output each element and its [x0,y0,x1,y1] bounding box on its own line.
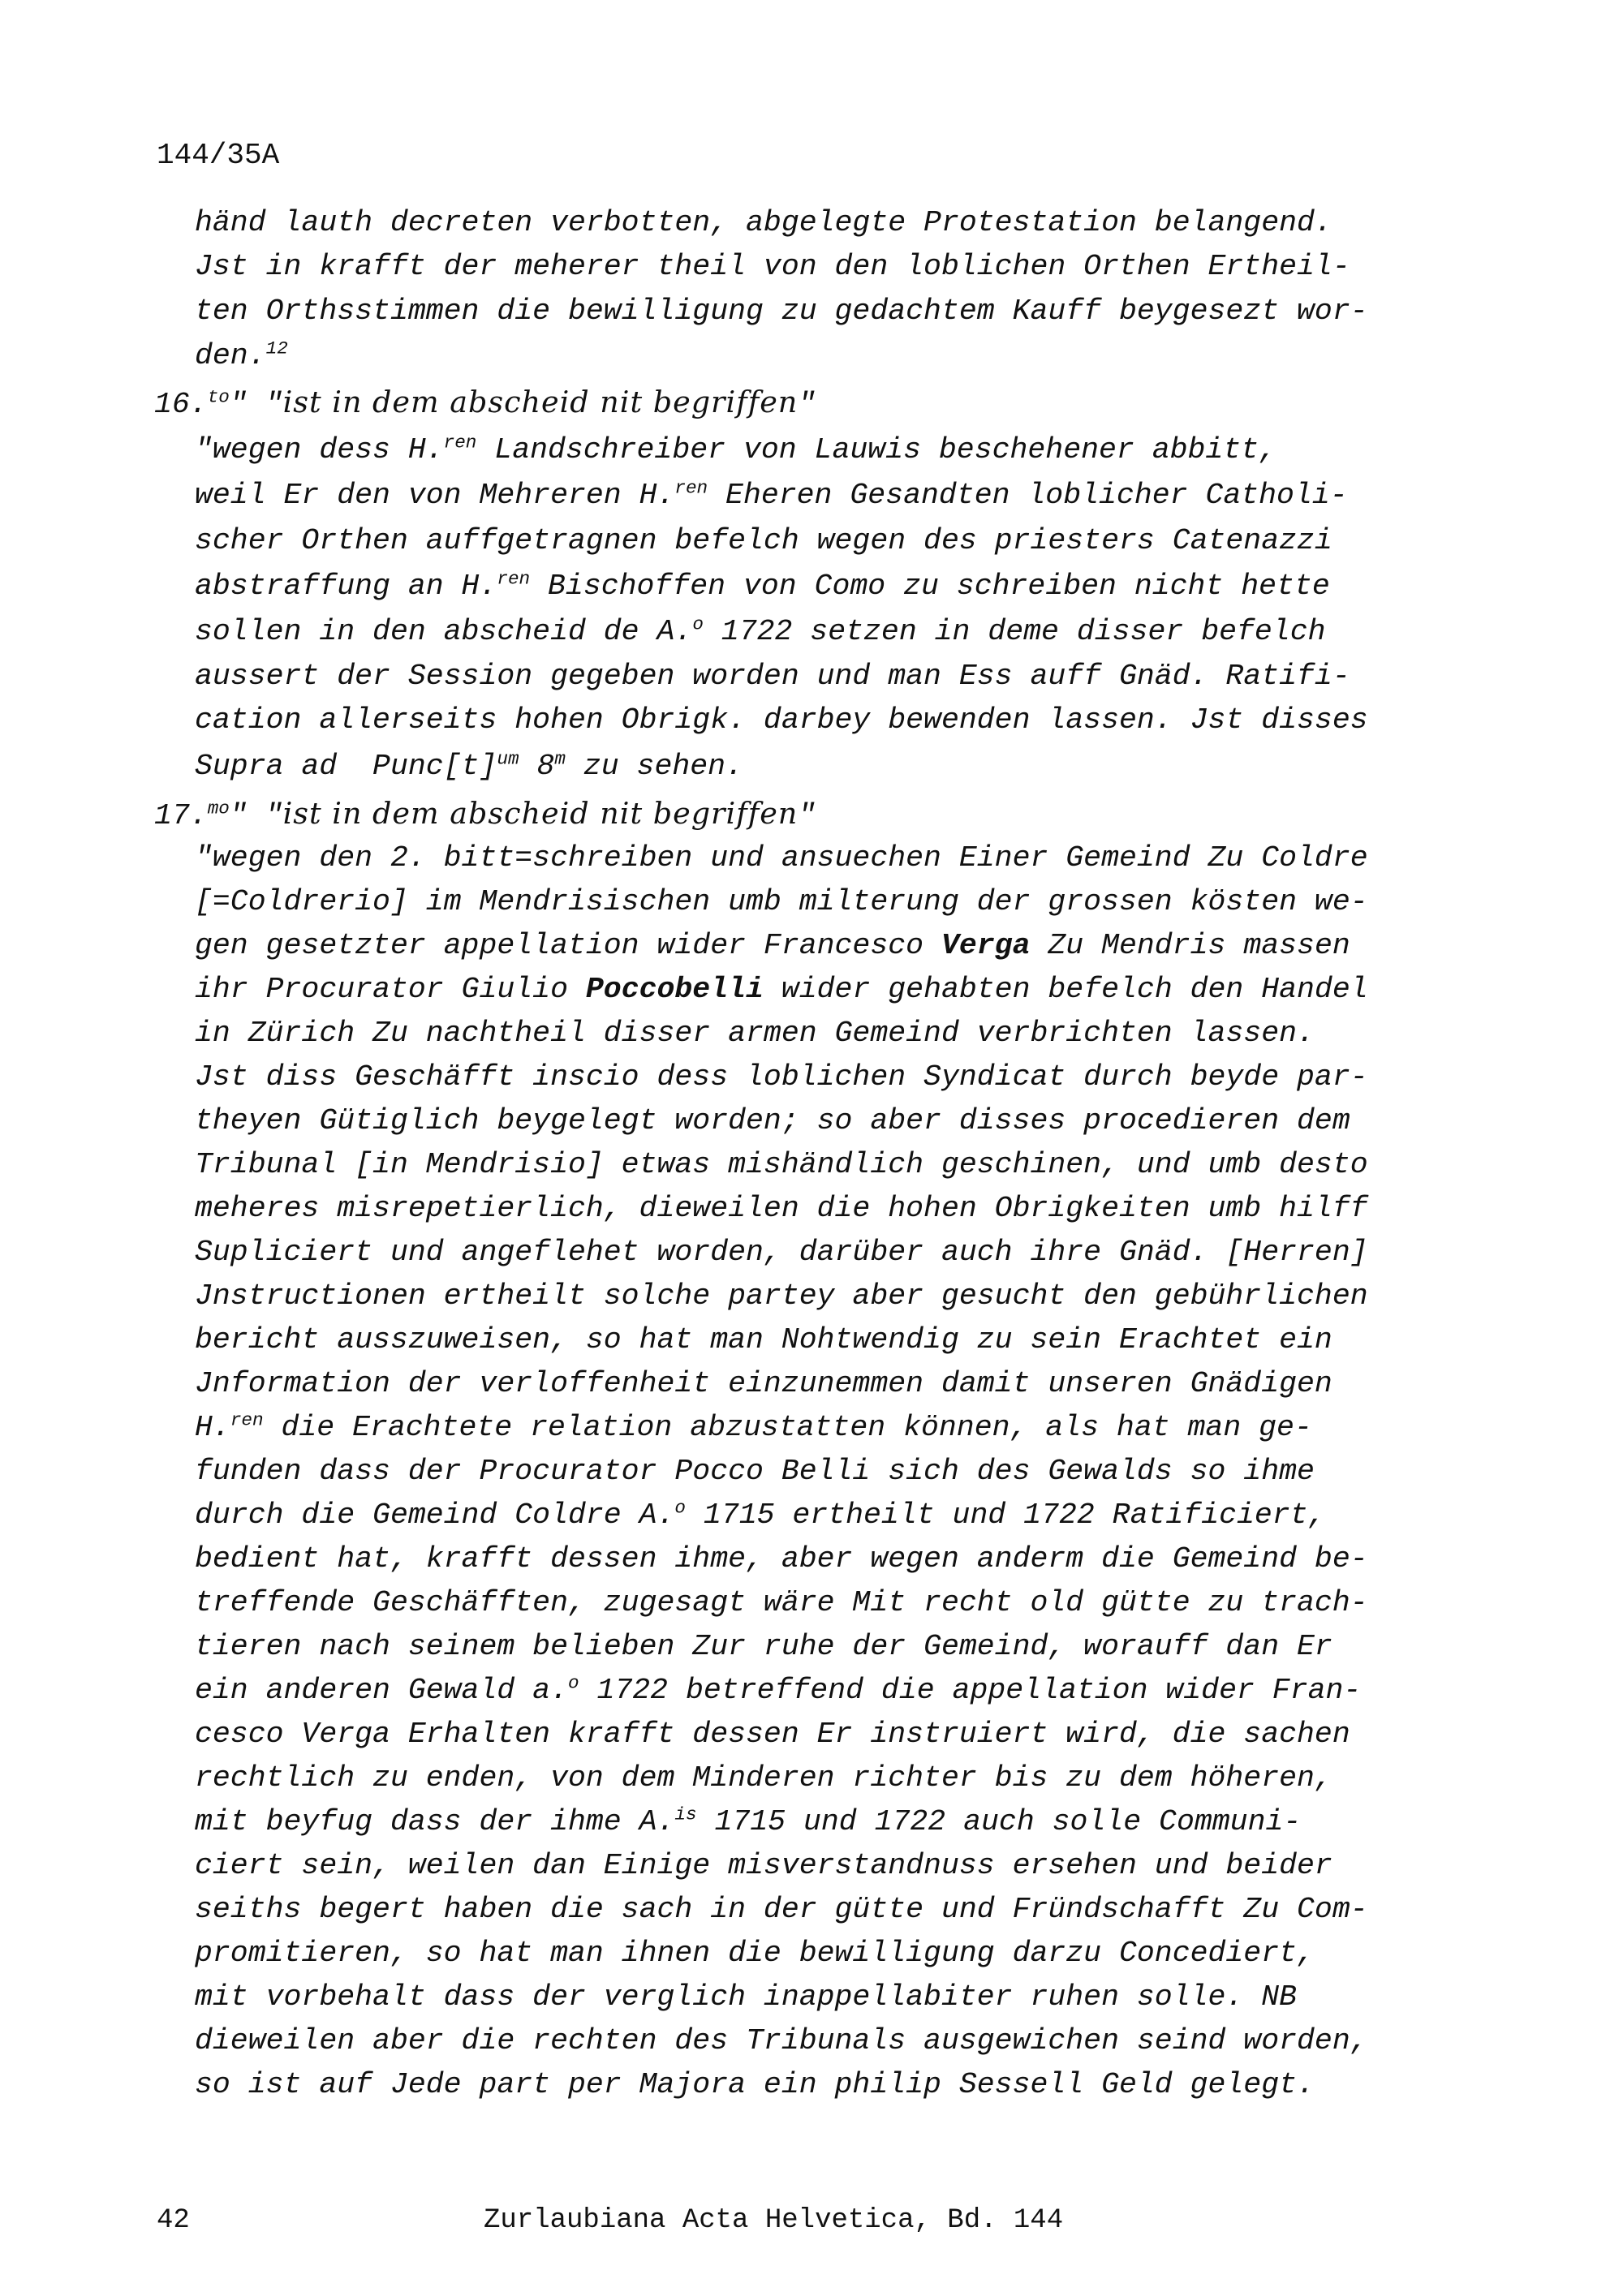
footnote-ref: 12 [265,338,288,359]
text-line: [=Coldrerio] im Mendrisischen umb milterung der grossen kösten we- [195,885,1368,918]
text-line [195,1672,1362,1707]
text-line: promitieren, so hat man ihnen die bewilligung darzu Concediert, [195,1937,1315,1970]
quote-mark: " [265,799,283,832]
abbrev-suffix: ren [230,1409,264,1431]
text-line: mit vorbehalt dass der verglich inappellabiter ruhen solle. NB [195,1980,1298,2014]
text-line: treffende Geschäfften, zugesagt wäre Mit recht old gütte zu trach- [195,1586,1368,1619]
margin-note: ist in dem abscheid nit begriffen [282,796,799,831]
text-line: funden dass der Procurator Pocco Belli sich des Gewalds so ihme [195,1455,1315,1488]
text-line [195,1409,1312,1444]
text-line [195,975,1368,1005]
text-fragment: Bischoffen von Como zu schreiben nicht hette [530,570,1330,603]
text-line: so ist auf Jede part per Majora ein philip Sessell Geld gelegt. [195,2068,1315,2101]
text-line: Supliciert und angeflehet worden, darüber auch ihre Gnäd. [Herren] [195,1236,1368,1269]
text-line [195,338,288,372]
text-fragment: "wegen dess H. [195,433,444,467]
abbrev-suffix: ren [674,477,708,499]
text-line: in Zürich Zu nachtheil disser armen Gemeind verbrichten lassen. [195,1017,1315,1050]
page-id: 144/35A [157,139,280,172]
text-line: rechtlich zu enden, von dem Minderen richter bis zu dem höheren, [195,1761,1332,1795]
text-line [195,432,1277,467]
quote-mark: " [265,388,283,421]
text-line: meheres misrepetierlich, dieweilen die hohen Obrigkeiten umb hilff [195,1192,1368,1225]
text-line: cation allerseits hohen Obrigk. darbey bewenden lassen. Jst disses [195,703,1368,737]
text-line [195,748,743,783]
item-number: 17. [154,799,208,832]
margin-note: ist in dem abscheid nit begriffen [282,385,799,419]
text-line: händ lauth decreten verbotten, abgelegte Protestation belangend. [195,206,1332,239]
text-line [195,568,1330,603]
text-line: Jnformation der verloffenheit einzunemmen damit unseren Gnädigen [195,1367,1332,1400]
abbrev-suffix: m [554,748,566,770]
text-fragment: Eheren Gesandten loblicher Catholi- [708,479,1348,512]
item-heading-16 [154,385,816,421]
text-line [195,1497,1326,1532]
text-line [195,1804,1302,1838]
text-fragment: wider gehabten befelch den Handel [763,973,1368,1006]
abbrev-suffix: um [497,748,519,770]
quote-mark: " [798,799,816,832]
text-fragment: ein anderen Gewald a. [195,1674,568,1707]
text-line: Jst in krafft der meherer theil von den loblichen Orthen Ertheil- [195,250,1350,283]
ordinal-suffix: mo [207,798,230,819]
text-line: bericht ausszuweisen, so hat man Nohtwendig zu sein Erachtet ein [195,1323,1332,1357]
text-fragment: gen gesetzter appellation wider Francesco [195,929,941,962]
text-line: Jst diss Geschäfft inscio dess loblichen Syndicat durch beyde par- [195,1060,1368,1094]
text-line: tieren nach seinem belieben Zur ruhe der Gemeind, worauff dan Er [195,1630,1332,1663]
text-fragment: Zu Mendris massen [1030,929,1350,962]
abbrev-suffix: is [674,1804,697,1825]
abbrev-suffix: o [674,1497,686,1519]
text-line: seiths begert haben die sach in der gütte und Fründschafft Zu Com- [195,1893,1368,1926]
text-fragment: weil Er den von Mehreren H. [195,479,675,512]
text-line: theyen Gütiglich beygelegt worden; so aber disses procedieren dem [195,1104,1350,1137]
bold-name: Poccobelli [585,973,764,1006]
text-fragment: zu sehen. [565,750,743,783]
text-fragment: mit beyfug dass der ihme A. [195,1805,675,1838]
text-fragment: 8 [519,750,555,783]
text-fragment: ihr Procurator Giulio [195,973,586,1006]
text-line: Jnstructionen ertheilt solche partey aber gesucht den gebührlichen [195,1279,1368,1313]
quote-mark: " [229,388,248,421]
text-fragment: sollen in den abscheid de A. [195,615,693,648]
text-fragment: durch die Gemeind Coldre A. [195,1498,675,1532]
text-fragment: 1722 setzen in deme disser befelch [703,615,1326,648]
item-number: 16. [154,388,208,421]
text-line: cesco Verga Erhalten krafft dessen Er instruiert wird, die sachen [195,1718,1350,1751]
text-line: Tribunal [in Mendrisio] etwas mishändlich geschinen, und umb desto [195,1148,1368,1181]
quote-mark: " [798,388,816,421]
text-line [195,477,1348,512]
text-fragment: Supra ad Punc[t] [195,750,497,783]
abbrev-suffix: o [567,1672,579,1694]
text-line: "wegen den 2. bitt=schreiben und ansuechen Einer Gemeind Zu Coldre [195,841,1368,875]
text-fragment: die Erachtete relation abzustatten können, als hat man ge- [263,1411,1312,1444]
text-line [195,931,1350,961]
bold-name: Verga [941,929,1031,962]
text-line: ten Orthsstimmen die bewilligung zu gedachtem Kauff beygesezt wor- [195,295,1368,328]
text-line: scher Orthen auffgetragnen befelch wegen des priesters Catenazzi [195,524,1332,557]
page-number: 42 [157,2205,190,2236]
ordinal-suffix: to [207,386,230,408]
series-title: Zurlaubiana Acta Helvetica, Bd. 144 [484,2205,1064,2236]
text-fragment: 1715 ertheilt und 1722 Ratificiert, [685,1498,1326,1532]
text-line: bedient hat, krafft dessen ihme, aber wegen anderm die Gemeind be- [195,1542,1368,1576]
text-line: dieweilen aber die rechten des Tribunals ausgewichen seind worden, [195,2024,1368,2057]
text-fragment: den. [195,339,266,372]
text-fragment: H. [195,1411,230,1444]
abbrev-suffix: ren [497,568,531,590]
text-line: aussert der Session gegeben worden und man Ess auff Gnäd. Ratifi- [195,660,1350,693]
item-heading-17 [154,796,816,832]
text-fragment: Landschreiber von Lauwis beschehener abbitt, [476,433,1277,467]
text-fragment: 1715 und 1722 auch solle Communi- [696,1805,1302,1838]
quote-mark: " [229,799,248,832]
text-line [195,613,1326,648]
abbrev-suffix: o [692,613,704,635]
text-fragment: abstraffung an H. [195,570,497,603]
text-line: ciert sein, weilen dan Einige misverstandnuss ersehen und beider [195,1849,1332,1882]
abbrev-suffix: ren [443,432,477,454]
text-fragment: 1722 betreffend die appellation wider Fran- [579,1674,1362,1707]
